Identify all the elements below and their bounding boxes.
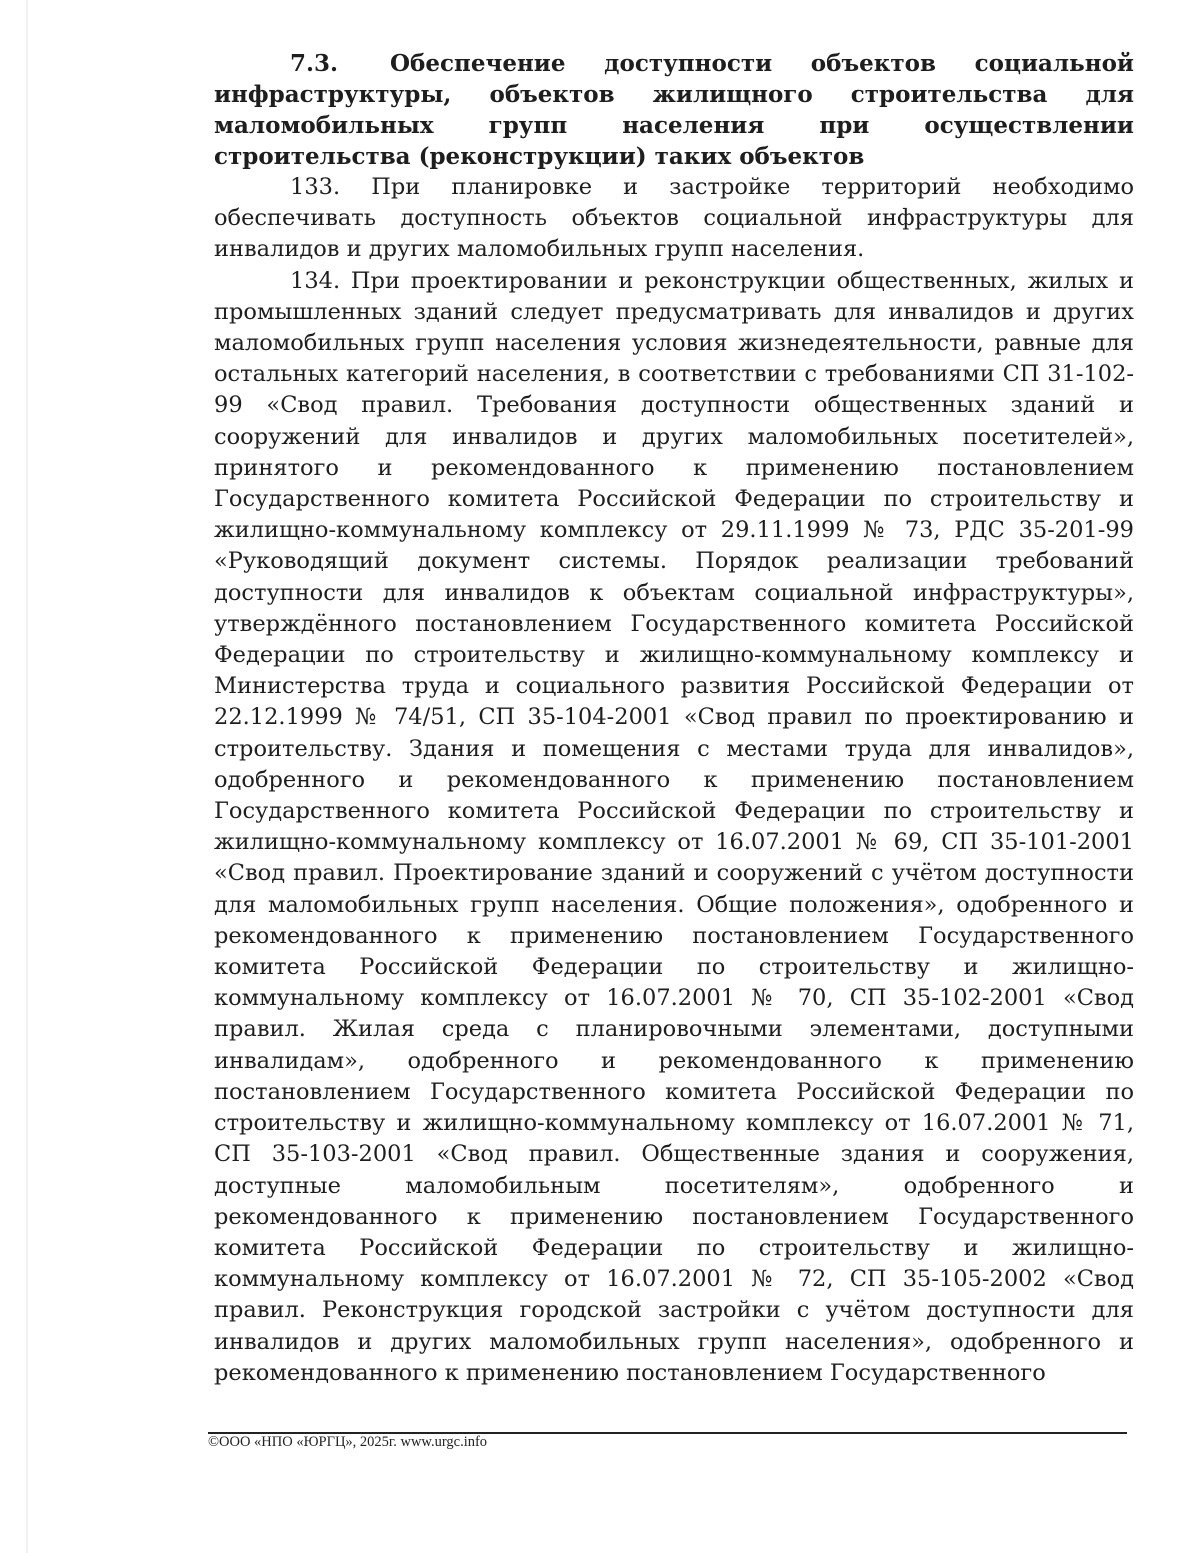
section-title: Обеспечение доступности объектов социальной инфраструктуры, объектов жилищного строительства для маломобильных групп населения при осуществлении строительства (реконструкции) таких объектов	[214, 50, 1134, 170]
section-heading	[214, 48, 1134, 172]
section-number: 7.3.	[290, 50, 339, 77]
document-page	[214, 48, 1134, 1389]
footer-copyright: ©ООО «НПО «ЮРГЦ», 2025г. www.urgc.info	[208, 1434, 488, 1450]
paragraph-133: 133. При планировке и застройке территорий необходимо обеспечивать доступность объектов социальной инфраструктуры для инвалидов и других маломобильных групп населения.	[214, 174, 1134, 263]
scan-edge	[26, 0, 28, 1553]
paragraph-134: 134. При проектировании и реконструкции общественных, жилых и промышленных зданий следует предусматривать для инвалидов и других маломобильных групп населения условия жизнедеятельности, равные для остальных категорий населения, в соответствии с требованиями СП 31-102-99 «Свод правил. Требования доступности общественных зданий и сооружений для инвалидов и других маломобильных посетителей», принятого и рекомендованного к применению постановлением Государственного комитета Российской Федерации по строительству и жилищно-коммунальному комплексу от 29.11.1999 № 73, РДС 35-201-99 «Руководящий документ системы. Порядок реализации требований доступности для инвалидов к объектам социальной инфраструктуры», утверждённого постановлением Государственного комитета Российской Федерации по строительству и жилищно-коммунальному комплексу и Министерства труда и социального развития Российской Федерации от 22.12.1999 № 74/51, СП 35-104-2001 «Свод правил по проектированию и строительству. Здания и помещения с местами труда для инвалидов», одобренного и рекомендованного к применению постановлением Государственного комитета Российской Федерации по строительству и жилищно-коммунальному комплексу от 16.07.2001 № 69, СП 35-101-2001 «Свод правил. Проектирование зданий и сооружений с учётом доступности для маломобильных групп населения. Общие положения», одобренного и рекомендованного к применению постановлением Государственного комитета Российской Федерации по строительству и жилищно-коммунальному комплексу от 16.07.2001 № 70, СП 35-102-2001 «Свод правил. Жилая среда с планировочными элементами, доступными инвалидам», одобренного и рекомендованного к применению постановлением Государственного комитета Российской Федерации по строительству и жилищно-коммунальному комплексу от 16.07.2001 № 71, СП 35-103-2001 «Свод правил. Общественные здания и сооружения, доступные маломобильным посетителям», одобренного и рекомендованного к применению постановлением Государственного комитета Российской Федерации по строительству и жилищно-коммунальному комплексу от 16.07.2001 № 72, СП 35-105-2002 «Свод правил. Реконструкция городской застройки с учётом доступности для инвалидов и других маломобильных групп населения», одобренного и рекомендованного к применению постановлением Государственного	[214, 267, 1134, 1386]
